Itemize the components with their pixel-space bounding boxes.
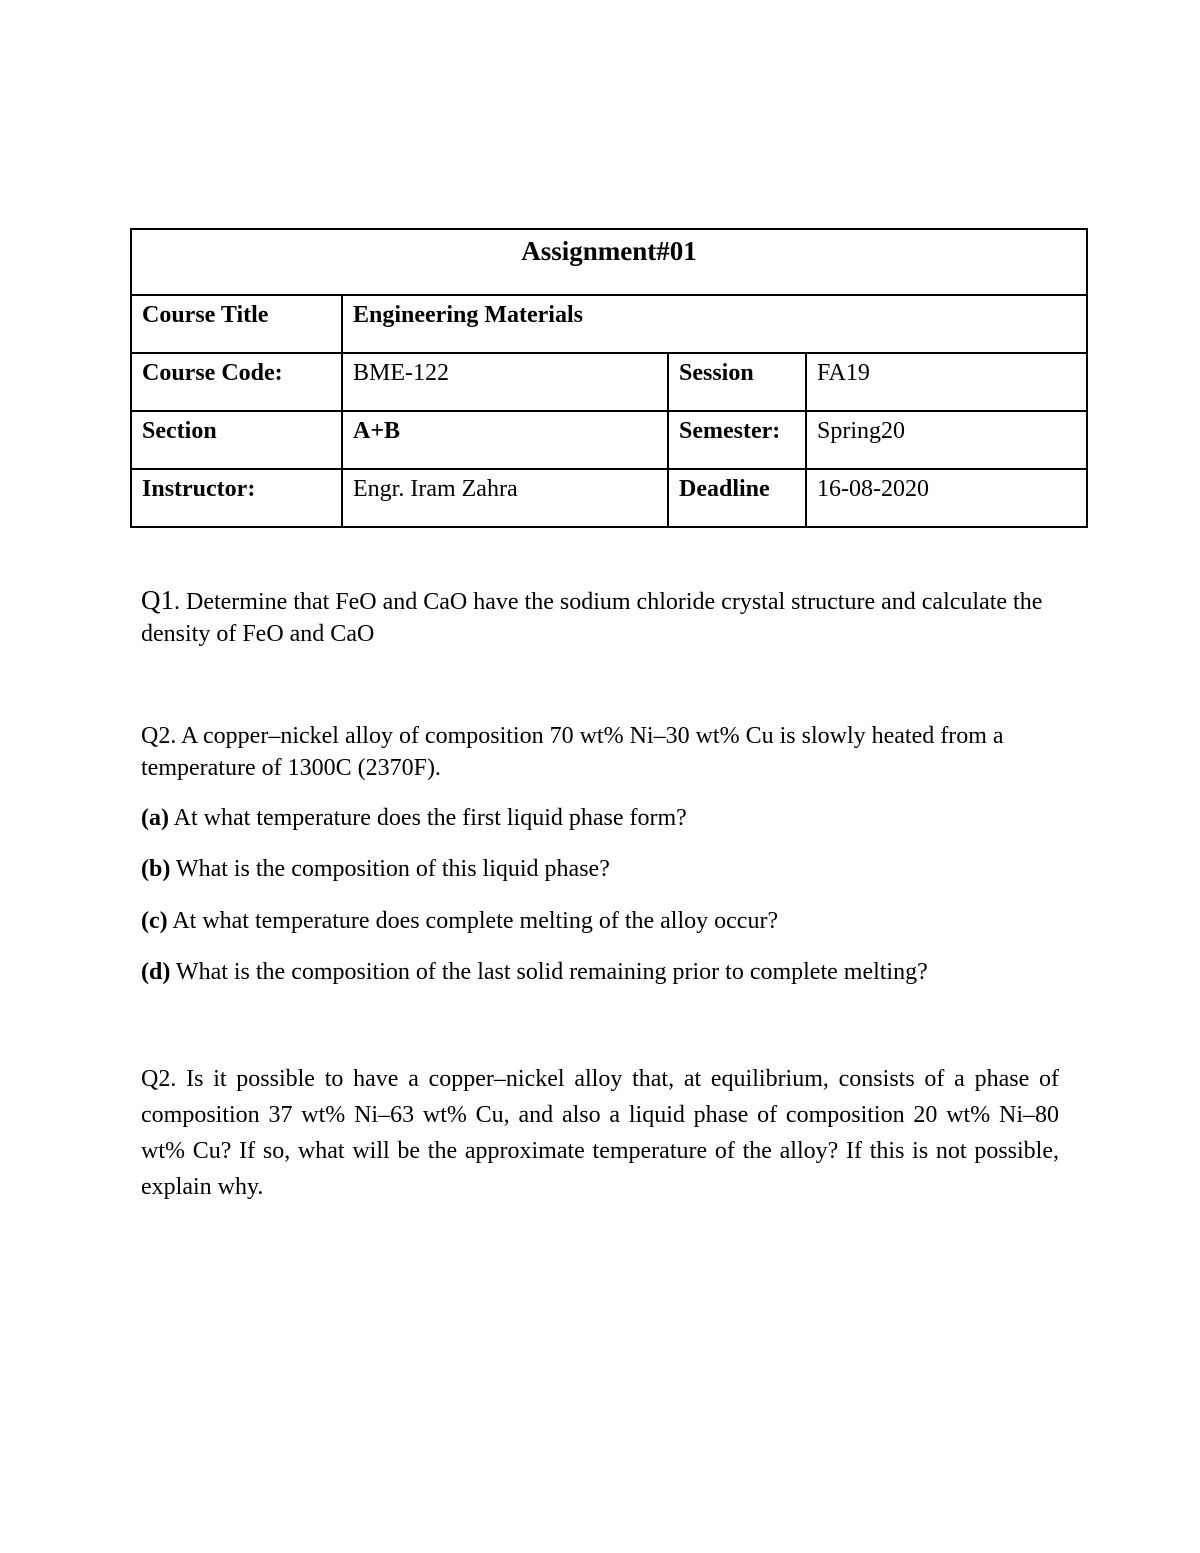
assignment-header-table (130, 228, 1088, 528)
part-d-label: (d) (141, 959, 171, 985)
part-c-text: At what temperature does complete melting of the alloy occur? (167, 908, 779, 934)
question-2-part-d (141, 956, 1059, 988)
question-2-text: Q2. A copper–nickel alloy of composition 70 wt% Ni–30 wt% Cu is slowly heated from a temperature of 1300C (2370F). (141, 723, 1004, 781)
instructor-value: Engr. Iram Zahra (342, 469, 668, 527)
section-row (131, 411, 1087, 469)
course-title-value: Engineering Materials (342, 295, 1087, 353)
question-2-part-c (141, 905, 1059, 937)
part-a-label: (a) (141, 805, 169, 831)
question-1-number: Q1 (141, 585, 174, 615)
course-code-value: BME-122 (342, 353, 668, 411)
question-3-text: Q2. Is it possible to have a copper–nickel alloy that, at equilibrium, consists of a phase of composition 37 wt% Ni–63 wt% Cu, and also a liquid phase of composition 20 wt% Ni–80 wt% Cu? If so, what will be the approximate temperature of the alloy? If this is not possible, explain why. (141, 1066, 1059, 1200)
part-b-text: What is the composition of this liquid phase? (170, 856, 610, 882)
course-code-row (131, 353, 1087, 411)
session-label: Session (668, 353, 806, 411)
question-2-part-a (141, 802, 1059, 834)
session-value: FA19 (806, 353, 1087, 411)
course-title-label: Course Title (131, 295, 342, 353)
instructor-row (131, 469, 1087, 527)
section-value: A+B (342, 411, 668, 469)
course-title-row (131, 295, 1087, 353)
question-2-part-b (141, 853, 1059, 885)
semester-value: Spring20 (806, 411, 1087, 469)
deadline-label: Deadline (668, 469, 806, 527)
question-1-text: . Determine that FeO and CaO have the sodium chloride crystal structure and calculate the density of FeO and CaO (141, 589, 1043, 647)
part-a-text: At what temperature does the first liquid phase form? (168, 805, 687, 831)
instructor-label: Instructor: (131, 469, 342, 527)
semester-label: Semester: (668, 411, 806, 469)
section-label: Section (131, 411, 342, 469)
question-1 (141, 584, 1059, 650)
part-d-text: What is the composition of the last solid remaining prior to complete melting? (170, 959, 928, 985)
deadline-value: 16-08-2020 (806, 469, 1087, 527)
part-b-label: (b) (141, 856, 171, 882)
part-c-label: (c) (141, 908, 168, 934)
title-row (131, 229, 1087, 295)
course-code-label: Course Code: (131, 353, 342, 411)
assignment-title: Assignment#01 (131, 229, 1087, 295)
